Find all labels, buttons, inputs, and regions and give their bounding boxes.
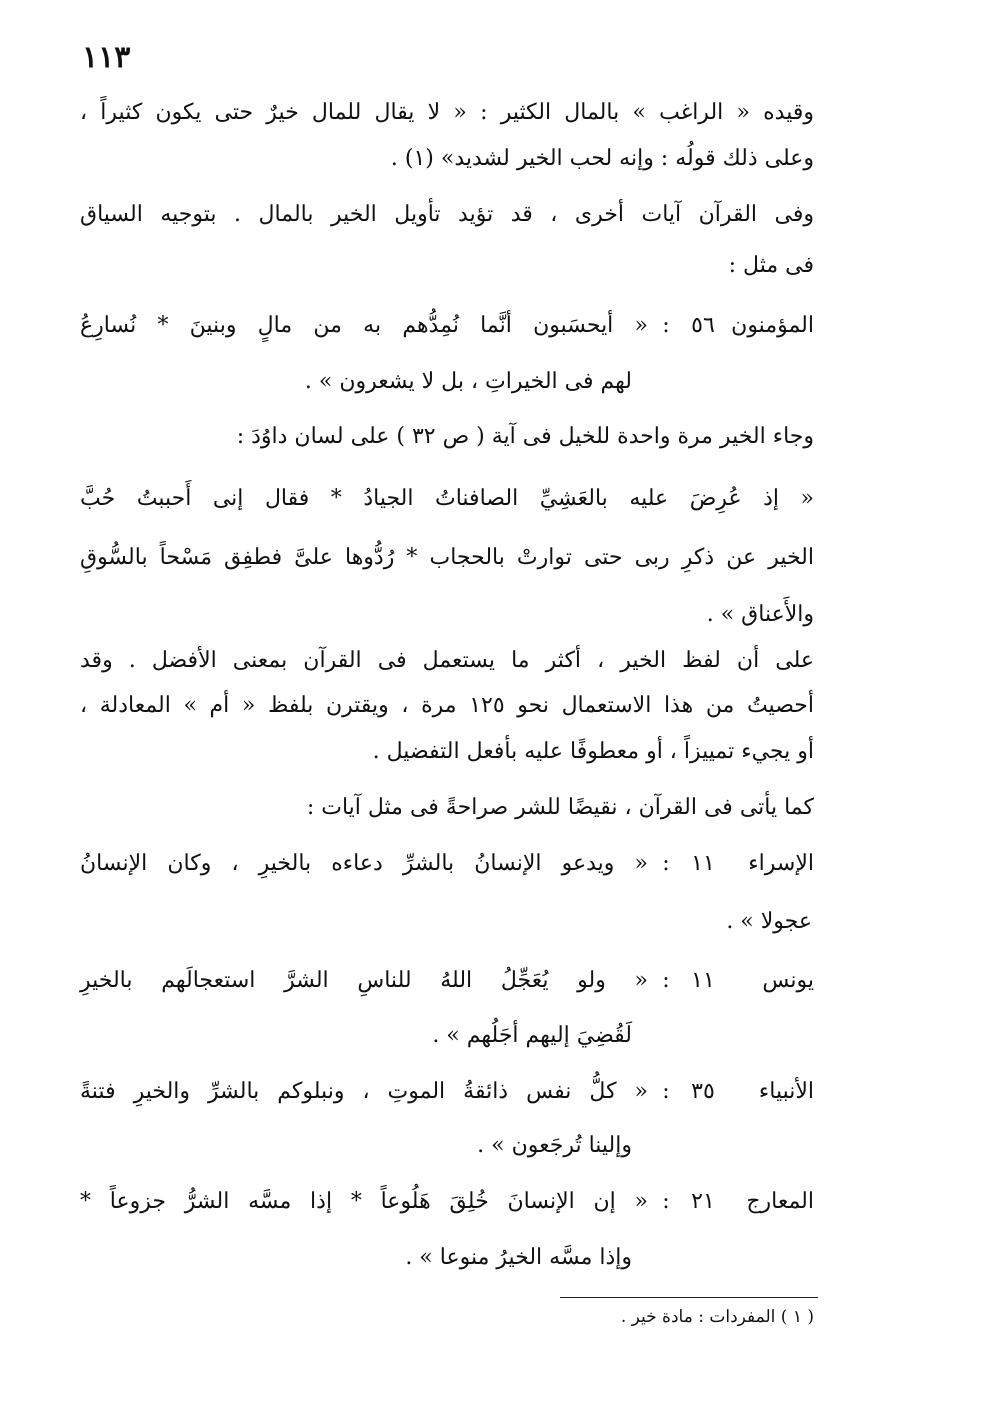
text-line: وقيده « الراغب » بالمال الكثير : « لا يقال للمال خيرٌ حتى يكون كثيراً ، [80, 100, 814, 125]
text-line: الخير عن ذكرِ ربى حتى توارتْ بالحجاب * رُدُّوها علىَّ فطفِق مَسْحاً بالسُّوقِ [80, 545, 814, 570]
verse-continuation: لَقُضِيَ إليهم أجَلُهم » . [432, 1023, 632, 1048]
verse-text: « إن الإنسانَ خُلِقَ هَلُوعاً * إذا مسَّه الشرُّ جزوعاً * [80, 1189, 648, 1214]
footnote-divider [560, 1297, 818, 1298]
verse-colon: : [662, 1079, 670, 1104]
text-line: وفى القرآن آيات أخرى ، قد تؤيد تأويل الخير بالمال . بتوجيه السياق [80, 202, 814, 227]
verse-colon: : [662, 968, 670, 993]
surah-name: المؤمنون [731, 313, 814, 338]
text-line: وعلى ذلك قولُه : وإنه لحب الخير لشديد» (١) . [390, 146, 814, 171]
verse-citation [80, 851, 814, 876]
verse-text: « كلُّ نفس ذائقةُ الموتِ ، ونبلوكم بالشرِّ والخيرِ فتنةً [80, 1079, 648, 1104]
verse-citation [80, 968, 814, 993]
verse-text: « أيحسَبون أنَّما نُمِدُّهم به من مالٍ وبنينَ * نُسارِعُ [80, 313, 648, 338]
surah-name: المعارج [746, 1189, 814, 1214]
verse-number: ١١ [691, 851, 715, 876]
page-number: ١١٣ [82, 40, 131, 75]
text-line: على أن لفظ الخير ، أكثر ما يستعمل فى القرآن بمعنى الأفضل . وقد [80, 648, 814, 673]
verse-colon: : [662, 851, 670, 876]
text-line: والأَعناق » . [706, 602, 814, 627]
text-line: أو يجيء تمييزاً ، أو معطوفًا عليه بأفعل التفضيل . [372, 739, 814, 764]
verse-citation [80, 313, 814, 338]
verse-continuation: وإلينا تُرجَعون » . [477, 1133, 632, 1158]
surah-name: الإسراء [748, 851, 814, 876]
text-line: أحصيتُ من هذا الاستعمال نحو ١٢٥ مرة ، ويقترن بلفظ « أم » المعادلة ، [80, 693, 814, 718]
verse-number: ٥٦ [691, 313, 715, 338]
verse-citation [80, 1189, 814, 1214]
verse-text: « ولو يُعَجِّلُ اللهُ للناسِ الشرَّ استعجالَهم بالخيرِ [80, 968, 648, 993]
verse-colon: : [662, 313, 670, 338]
footnote: ( ١ ) المفردات : مادة خير . [620, 1307, 814, 1327]
verse-continuation: وإذا مسَّه الخيرُ منوعا » . [405, 1245, 632, 1270]
text-line: وجاء الخير مرة واحدة للخيل فى آية ( ص ٣٢ ) على لسان داوُدَ : [236, 424, 814, 449]
verse-number: ٣٥ [691, 1079, 715, 1104]
surah-name: يونس [762, 968, 814, 993]
verse-number: ٢١ [691, 1189, 715, 1214]
verse-number: ١١ [691, 968, 715, 993]
verse-continuation: عجولا » . [726, 909, 812, 934]
surah-name: الأنبياء [758, 1079, 814, 1104]
text-line: كما يأتى فى القرآن ، نقيضًا للشر صراحةً فى مثل آيات : [306, 795, 814, 820]
text-line: « إذ عُرِضَ عليه بالعَشِيِّ الصافناتُ الجيادُ * فقال إنى أَحببتُ حُبَّ [80, 486, 814, 511]
text-line: فى مثل : [728, 253, 814, 278]
verse-text: « ويدعو الإنسانُ بالشرِّ دعاءه بالخيرِ ، وكان الإنسانُ [80, 851, 648, 876]
verse-citation [80, 1079, 814, 1104]
verse-colon: : [662, 1189, 670, 1214]
verse-continuation: لهم فى الخيراتِ ، بل لا يشعرون » . [304, 369, 632, 394]
